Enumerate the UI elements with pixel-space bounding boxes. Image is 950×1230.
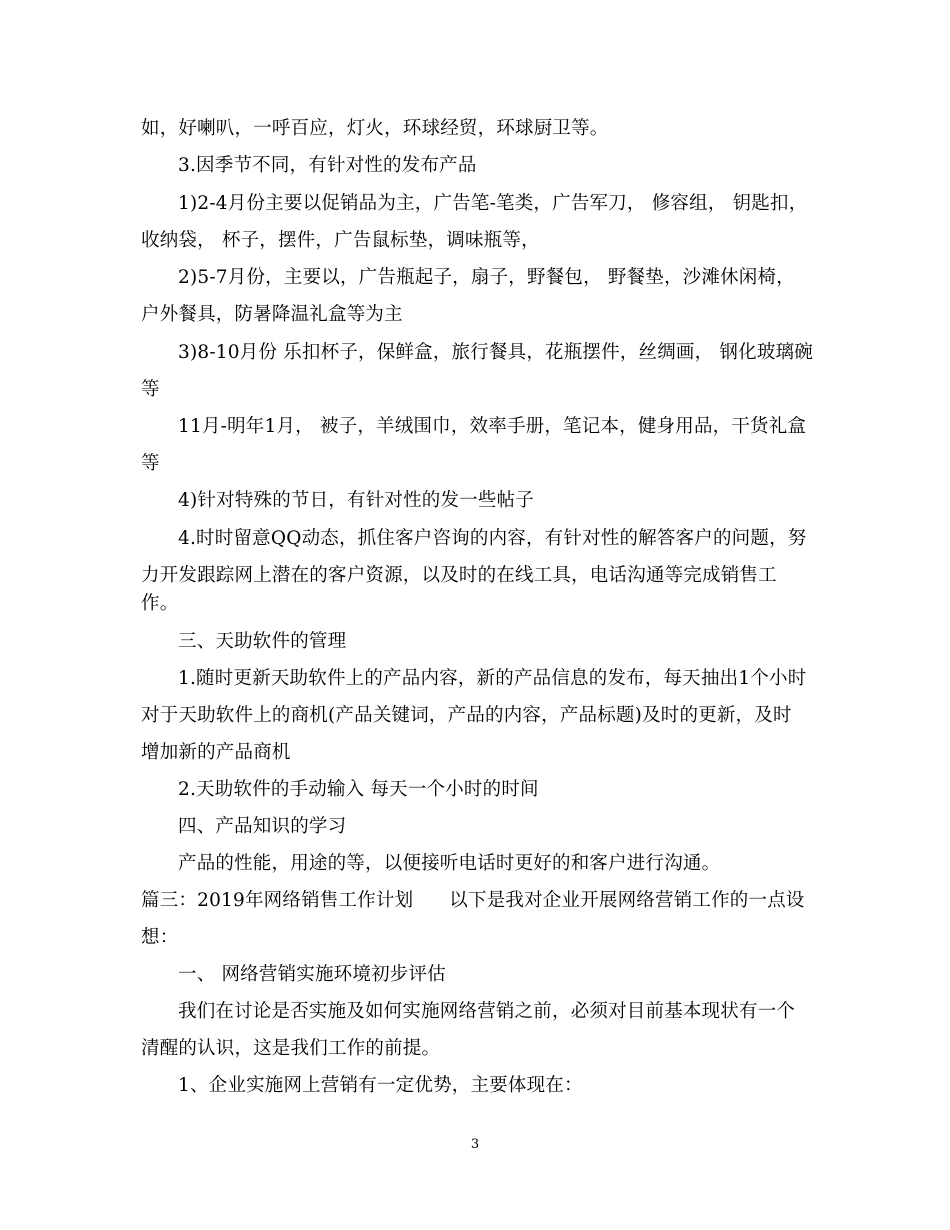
text-line: [141, 889, 805, 913]
text-line: 3)8-10月份 乐扣杯子，保鲜盒，旅行餐具，花瓶摆件，丝绸画， 钢化玻璃碗: [178, 342, 813, 363]
text-line: 2)5-7月份，主要以，广告瓶起子，扇子，野餐包， 野餐垫，沙滩休闲椅，: [178, 267, 795, 288]
text-line: 我们在讨论是否实施及如何实施网络营销之前，必须对目前基本现状有一个: [178, 1001, 796, 1022]
text-line: 收纳袋， 杯子，摆件，广告鼠标垫，调味瓶等，: [141, 230, 540, 251]
text-line: 1)2-4月份主要以促销品为主，广告笔-笔类，广告军刀， 修容组， 钥匙扣，: [178, 193, 808, 214]
text-line: 等: [141, 453, 160, 474]
text-line: 1.随时更新天助软件上的产品内容，新的产品信息的发布，每天抽出1个小时: [178, 668, 807, 689]
text-line: 11月-明年1月， 被子，羊绒围巾，效率手册，笔记本，健身用品，干货礼盒: [178, 416, 807, 437]
text-line: 产品的性能，用途的等，以便接听电话时更好的和客户进行沟通。: [178, 853, 721, 874]
text-line: 3.因季节不同，有针对性的发布产品: [178, 155, 477, 176]
section-heading: 三、天助软件的管理: [178, 631, 347, 652]
chapter-title: 篇三：2019年网络销售工作计划: [141, 890, 414, 911]
text-line: 作。: [141, 593, 179, 614]
page-number: 3: [470, 1137, 480, 1152]
text-line: 清醒的认识，这是我们工作的前提。: [141, 1038, 441, 1059]
text-line: 4)针对特殊的节日，有针对性的发一些帖子: [178, 490, 534, 511]
text-line: 户外餐具，防暑降温礼盒等为主: [141, 304, 403, 325]
text-line: 1、企业实施网上营销有一定优势，主要体现在：: [178, 1075, 583, 1096]
section-heading: 一、 网络营销实施环境初步评估: [178, 964, 446, 985]
text-line: 等: [141, 379, 160, 400]
text-line: 如，好喇叭，一呼百应，灯火，环球经贸，环球厨卫等。: [141, 118, 609, 139]
text-line: 力开发跟踪网上潜在的客户资源，以及时的在线工具，电话沟通等完成销售工: [141, 565, 777, 586]
text-line: 2.天助软件的手动输入 每天一个小时的时间: [178, 779, 539, 800]
section-heading: 四、产品知识的学习: [178, 816, 347, 837]
text-line: 增加新的产品商机: [141, 742, 291, 763]
text-line: 想：: [141, 927, 179, 948]
text-line: 对于天助软件上的商机(产品关键词，产品的内容，产品标题)及时的更新，及时: [141, 705, 792, 726]
text-fragment: 以下是我对企业开展网络营销工作的一点设: [449, 890, 805, 911]
text-line: 4.时时留意QQ动态，抓住客户咨询的内容，有针对性的解答客户的问题，努: [178, 528, 807, 549]
